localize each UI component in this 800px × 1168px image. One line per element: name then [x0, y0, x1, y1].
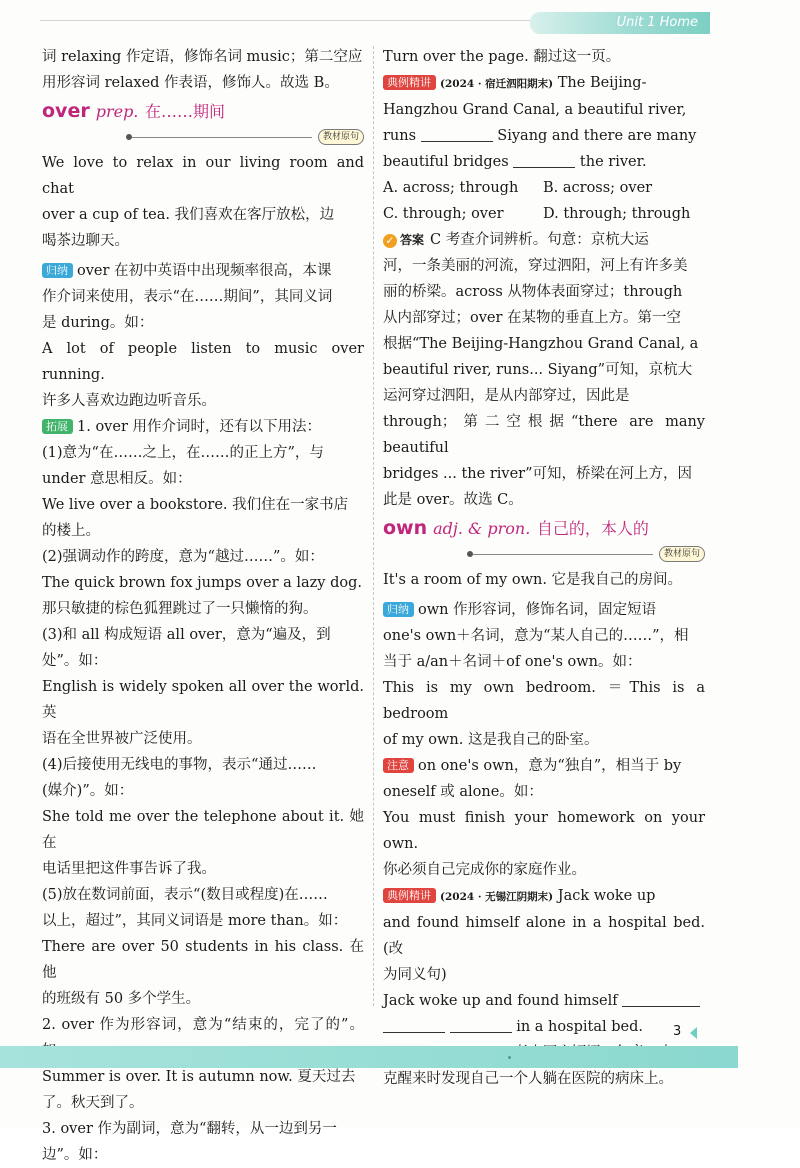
usage-line: 的楼上。	[42, 523, 100, 539]
question-text: the river.	[579, 154, 647, 170]
option-row	[383, 175, 705, 201]
check-icon: ✓	[383, 234, 397, 248]
right-column	[383, 44, 705, 1092]
example-line: 你必须自己完成你的家庭作业。	[383, 862, 586, 878]
summary-tag: 归纳	[383, 602, 414, 617]
question-text: The Beijing-	[557, 75, 647, 91]
intro-line: 用形容词 relaxed 作表语，修饰人。故选 B。	[42, 75, 339, 91]
answer-blank	[622, 992, 700, 1007]
page-number: 3	[673, 1024, 682, 1039]
question-text: Siyang and there are many	[497, 128, 697, 144]
usage-line: 3. over 作为副词，意为“翻转，从一边到另一	[42, 1121, 337, 1137]
answer-blank	[421, 127, 493, 142]
option-d: D. through; through	[543, 206, 691, 222]
exercise-source: (2024 · 宿迁泗阳期末)	[440, 78, 554, 90]
note-tag: 注意	[383, 758, 414, 773]
question-line	[383, 1014, 705, 1040]
answer-line: 克醒来时发现自己一个人躺在医院的病床上。	[383, 1071, 673, 1087]
note-para	[383, 753, 705, 779]
question-text: Jack woke up	[557, 888, 656, 904]
answer-line: 河，一条美丽的河流，穿过泗阳，河上有许多美	[383, 258, 688, 274]
option-a: A. across; through	[383, 180, 519, 196]
usage-line: 的班级有 50 多个学生。	[42, 991, 201, 1007]
exercise-source: (2024 · 无锡江阴期末)	[440, 891, 554, 903]
example-line: 许多人喜欢边跑边听音乐。	[42, 393, 216, 409]
usage-line: (5)放在数词前面，表示“(数目或程度)在……	[42, 887, 328, 903]
example-line: Turn over the page. 翻过这一页。	[383, 49, 621, 65]
answer-line: 根据“The Beijing-Hangzhou Grand Canal, a	[383, 336, 699, 352]
option-b: B. across; over	[543, 180, 653, 196]
question-line	[383, 988, 705, 1014]
summary-para	[42, 258, 364, 284]
answer-blank	[383, 1018, 445, 1033]
headword: own	[383, 517, 428, 539]
answer-blank	[513, 153, 575, 168]
answer-line: 从内部穿过；over 在某物的垂直上方。第一空	[383, 310, 682, 326]
word-heading-over	[42, 98, 364, 126]
headword: over	[42, 100, 90, 122]
marker-rule	[132, 137, 312, 138]
option-c: C. through; over	[383, 206, 504, 222]
header-rule	[40, 20, 530, 21]
example-line: 喝茶边聊天。	[42, 233, 129, 249]
unit-label: Unit 1 Home	[616, 15, 698, 30]
question-text: beautiful bridges	[383, 154, 509, 170]
usage-line: She told me over the telephone about it. 她在	[42, 809, 364, 851]
question-text: in a hospital bed.	[516, 1019, 643, 1035]
answer-label: 答案	[400, 233, 425, 247]
extension-text: 1. over 用作介词时，还有以下用法：	[77, 419, 321, 435]
example-line: You must finish your homework on your own.	[383, 810, 705, 852]
question-line	[383, 123, 705, 149]
usage-line: 边”。如：	[42, 1147, 108, 1163]
question-text: runs	[383, 128, 417, 144]
footer-band	[0, 1046, 738, 1068]
answer-line: beautiful river, runs... Siyang”可知，京杭大	[383, 362, 693, 378]
usage-line: (2)强调动作的跨度，意为“越过……”。如：	[42, 549, 324, 565]
exercise-tag: 典例精讲	[383, 888, 436, 903]
textbook-sentence-badge: 教材原句	[659, 546, 705, 562]
usage-line: 电话里把这件事告诉了我。	[42, 861, 216, 877]
answer-line: 运河穿过泗阳，是从内部穿过，因此是	[383, 388, 630, 404]
question-line: and found himself alone in a hospital bed. (改	[383, 915, 705, 957]
usage-line: The quick brown fox jumps over a lazy dog.	[42, 575, 362, 591]
usage-line: 以上，超过”，其同义词语是 more than。如：	[42, 913, 348, 929]
question-line: 为同义句)	[383, 967, 447, 983]
usage-line: 语在全世界被广泛使用。	[42, 731, 202, 747]
textbook-sentence-marker	[383, 545, 705, 563]
exercise-2-line	[383, 883, 705, 910]
column-divider	[373, 46, 374, 1006]
example-line: We love to relax in our living room and chat	[42, 155, 364, 197]
marker-rule	[473, 554, 653, 555]
example-line: of my own. 这是我自己的卧室。	[383, 732, 599, 748]
summary-tag: 归纳	[42, 263, 73, 278]
footer-dot	[508, 1056, 511, 1059]
answer-line: through；第二空根据“there are many beautiful	[383, 414, 705, 456]
note-text: on one's own，意为“独自”，相当于 by	[418, 758, 682, 774]
summary-line: 是 during。如：	[42, 315, 154, 331]
usage-line: There are over 50 students in his class. 在他	[42, 939, 364, 981]
example-line: This is my own bedroom. ＝This is a bedroom	[383, 680, 705, 722]
summary-line: 作介词来使用，表示“在……期间”，其同义词	[42, 289, 333, 305]
summary-text: over 在初中英语中出现频率很高，本课	[77, 263, 332, 279]
usage-line: 那只敏捷的棕色狐狸跳过了一只懒惰的狗。	[42, 601, 318, 617]
usage-line: 2. over 作为形容词，意为“结束的，完了的”。	[42, 1017, 364, 1033]
word-meaning: 自己的，本人的	[536, 519, 649, 538]
summary-line: 当于 a/an＋名词＋of one's own。如：	[383, 654, 642, 670]
part-of-speech: adj. & pron.	[433, 519, 531, 538]
part-of-speech: prep.	[95, 102, 139, 121]
answer-line: 此是 over。故选 C。	[383, 492, 523, 508]
page-arrow-icon	[690, 1027, 697, 1039]
usage-line: (媒介)”。如：	[42, 783, 134, 799]
extension-para	[42, 414, 364, 440]
note-line: oneself 或 alone。如：	[383, 784, 543, 800]
question-line	[383, 149, 705, 175]
answer-line	[383, 227, 705, 253]
usage-line: 处”。如：	[42, 653, 108, 669]
usage-line: (1)意为“在……之上，在……的正上方”，与	[42, 445, 324, 461]
exercise-tag: 典例精讲	[383, 75, 436, 90]
intro-line: 词 relaxing 作定语，修饰名词 music；第二空应	[42, 49, 363, 65]
usage-line: 了。秋天到了。	[42, 1095, 144, 1111]
usage-line: Summer is over. It is autumn now. 夏天过去	[42, 1069, 356, 1085]
summary-line: one's own＋名词，意为“某人自己的……”，相	[383, 628, 689, 644]
usage-line: We live over a bookstore. 我们住在一家书店	[42, 497, 349, 513]
answer-blank	[450, 1018, 512, 1033]
example-line: over a cup of tea. 我们喜欢在客厅放松，边	[42, 207, 335, 223]
extension-tag: 拓展	[42, 419, 73, 434]
example-line: It's a room of my own. 它是我自己的房间。	[383, 572, 683, 588]
example-line: A lot of people listen to music over running.	[42, 341, 364, 383]
answer-line: bridges ... the river”可知，桥梁在河上方，因	[383, 466, 693, 482]
summary-para	[383, 597, 705, 623]
usage-line: under 意思相反。如：	[42, 471, 192, 487]
textbook-sentence-marker	[42, 128, 364, 146]
usage-line: (4)后接使用无线电的事物，表示“通过……	[42, 757, 317, 773]
textbook-sentence-badge: 教材原句	[318, 129, 364, 145]
usage-line: (3)和 all 构成短语 all over，意为“遍及，到	[42, 627, 331, 643]
exercise-1-line	[383, 70, 705, 97]
question-text: Jack woke up and found himself	[383, 993, 618, 1009]
question-line: Hangzhou Grand Canal, a beautiful river,	[383, 102, 687, 118]
answer-line: 丽的桥梁。across 从物体表面穿过；through	[383, 284, 683, 300]
left-column	[42, 44, 364, 1168]
option-row	[383, 201, 705, 227]
usage-line: English is widely spoken all over the world. 英	[42, 679, 364, 721]
word-meaning: 在……期间	[145, 102, 226, 121]
summary-text: own 作形容词，修饰名词，固定短语	[418, 602, 657, 618]
word-heading-own	[383, 515, 705, 543]
unit-tab	[530, 12, 710, 34]
answer-text: C 考查介词辨析。句意：京杭大运	[430, 232, 649, 248]
